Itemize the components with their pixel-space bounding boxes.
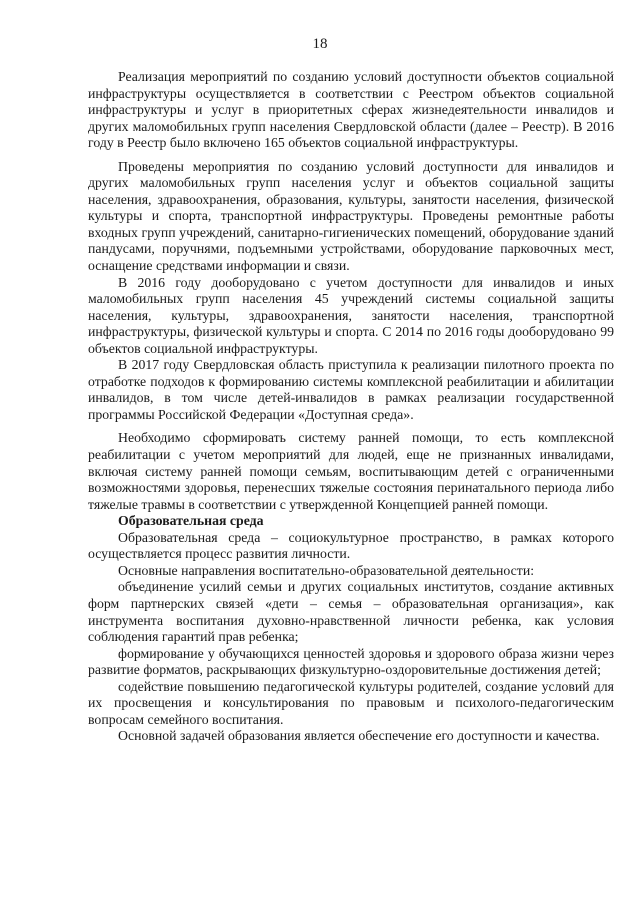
page-number: 18	[312, 36, 328, 52]
paragraph-accessibility-measures: Проведены мероприятия по созданию условий доступности для инвалидов и других маломобильных групп населения услуг и объектов социальной защиты населения, здравоохранения, образования, культуры, занятости населения, физической культуры и спорта, транспортной инфраструктуры. Проведены ремонтные работы входных групп учреждений, санитарно-гигиенических помещений, оборудование зданий пандусами, поручнями, подъемными устройствами, оборудование парковочных мест, оснащение средствами информации и связи.	[88, 158, 614, 274]
list-item-health-values: формирование у обучающихся ценностей здоровья и здорового образа жизни через развитие форматов, раскрывающих физкультурно-оздоровительные достижения детей;	[88, 645, 614, 678]
section-heading: Образовательная среда	[118, 513, 264, 529]
document-body	[88, 69, 614, 745]
paragraph-main-task: Основной задачей образования является обеспечение его доступности и качества.	[118, 728, 600, 744]
paragraph-registry: Реализация мероприятий по созданию условий доступности объектов социальной инфраструктуры осуществляется в соответствии с Реестром объектов социальной инфраструктуры и услуг в приоритетных сферах жизнедеятельности инвалидов и других маломобильных групп населения Свердловской области (далее – Реестр). В 2016 году в Реестр было включено 165 объектов социальной инфраструктуры.	[88, 69, 614, 151]
paragraph-early-help: Необходимо сформировать систему ранней помощи, то есть комплексной реабилитации с учетом мероприятий для людей, еще не признанных инвалидами, включая систему ранней помощи семьям, воспитывающим детей с ограниченными возможностями здоровья, перенесших тяжелые состояния перинатального периода либо тяжелые травмы в соответствии с утвержденной Концепцией ранней помощи.	[88, 430, 614, 512]
paragraph-2016-equipment: В 2016 году дооборудовано с учетом доступности для инвалидов и иных маломобильных групп населения 45 учреждений системы социальной защиты населения, культуры, здравоохранения, занятости населения, транспортной инфраструктуры, физической культуры и спорта. С 2014 по 2016 годы дооборудовано 99 объектов социальной инфраструктуры.	[88, 274, 614, 356]
paragraph-main-directions: Основные направления воспитательно-образовательной деятельности:	[118, 562, 535, 578]
paragraph-2017-pilot-project: В 2017 году Свердловская область приступила к реализации пилотного проекта по отработке подходов к формированию системы комплексной реабилитации и абилитации инвалидов, в том числе детей-инвалидов в рамках реализации государственной программы Российской Федерации «Доступная среда».	[88, 357, 614, 422]
list-item-parent-culture: содействие повышению педагогической культуры родителей, создание условий для их просвещения и консультирования по правовым и психолого-педагогическим вопросам семейного воспитания.	[88, 678, 614, 727]
paragraph-educational-environment: Образовательная среда – социокультурное пространство, в рамках которого осуществляется процесс развития личности.	[88, 529, 614, 562]
list-item-family-efforts: объединение усилий семьи и других социальных институтов, создание активных форм партнерских связей «дети – семья – образовательная организация», как инструмента воспитания духовно-нравственной личности ребенка, как условия соблюдения гарантий прав ребенка;	[88, 579, 614, 645]
